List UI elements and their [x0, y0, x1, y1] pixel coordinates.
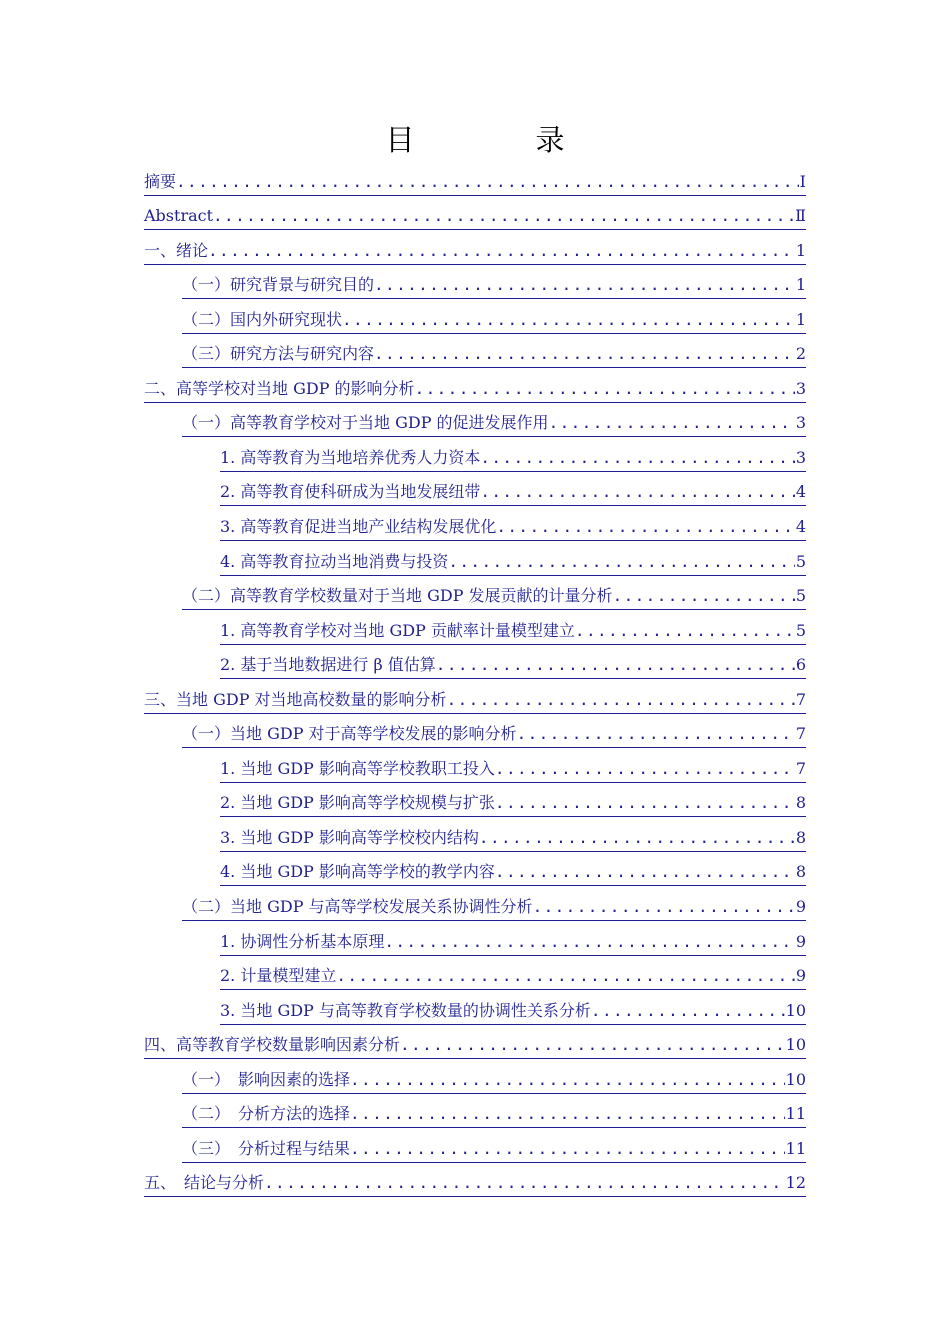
- toc-entry-section-3-2[interactable]: [182, 886, 806, 921]
- toc-entry-label: 一、绪论: [144, 240, 209, 260]
- toc-dot-leader: [533, 897, 795, 917]
- toc-entry-chapter-1[interactable]: [144, 230, 806, 265]
- toc-page-number: 5: [795, 620, 806, 640]
- toc-page-number: 3: [795, 378, 806, 398]
- toc-entry-label: 4. 当地 GDP 影响高等学校的教学内容: [220, 862, 495, 882]
- toc-page-number: 11: [785, 1138, 806, 1158]
- toc-page-number: 5: [795, 551, 806, 571]
- toc-entry-subsection-3-2-1[interactable]: [220, 921, 806, 956]
- toc-page-number: 3: [795, 447, 806, 467]
- page-title: 目 录: [385, 123, 611, 157]
- toc-entry-chapter-3[interactable]: [144, 679, 806, 714]
- toc-entry-subsection-2-1-1[interactable]: [220, 437, 806, 472]
- toc-entry-chapter-2[interactable]: [144, 368, 806, 403]
- toc-dot-leader: [495, 759, 795, 779]
- toc-page-number: 9: [795, 897, 806, 917]
- toc-dot-leader: [176, 172, 799, 192]
- toc-entry-chapter-5[interactable]: [144, 1163, 806, 1198]
- toc-dot-leader: [496, 517, 794, 537]
- toc-dot-leader: [479, 828, 795, 848]
- toc-dot-leader: [613, 586, 795, 606]
- toc-entry-label: （一）当地 GDP 对于高等学校发展的影响分析: [182, 724, 517, 744]
- toc-entry-section-4-1[interactable]: [182, 1059, 806, 1094]
- toc-dot-leader: [264, 1173, 785, 1193]
- toc-page-number: 7: [795, 724, 806, 744]
- toc-page-number: 9: [795, 966, 806, 986]
- toc-entry-subsection-3-2-3[interactable]: [220, 990, 806, 1025]
- toc-entry-label: 2. 基于当地数据进行 β 值估算: [220, 655, 436, 675]
- toc-page-number: 1: [795, 240, 806, 260]
- toc-page-number: 4: [795, 482, 806, 502]
- toc-page-number: Ⅱ: [795, 206, 806, 226]
- toc-page-number: 1: [795, 309, 806, 329]
- toc-entry-chapter-4[interactable]: [144, 1025, 806, 1060]
- toc-page-number: Ⅰ: [799, 171, 806, 191]
- toc-entry-abstract-en[interactable]: [144, 196, 806, 231]
- toc-entry-label: （二）当地 GDP 与高等学校发展关系协调性分析: [182, 897, 533, 917]
- toc-entry-section-2-1[interactable]: [182, 403, 806, 438]
- toc-dot-leader: [436, 655, 795, 675]
- toc-entry-label: （一）高等教育学校对于当地 GDP 的促进发展作用: [182, 413, 549, 433]
- toc-dot-leader: [495, 793, 795, 813]
- toc-dot-leader: [480, 448, 794, 468]
- toc-entry-section-1-1[interactable]: [182, 265, 806, 300]
- toc-entry-subsection-2-1-2[interactable]: [220, 472, 806, 507]
- toc-entry-label: 3. 高等教育促进当地产业结构发展优化: [220, 517, 497, 537]
- toc-entry-section-1-2[interactable]: [182, 299, 806, 334]
- toc-dot-leader: [447, 690, 795, 710]
- toc-entry-section-1-3[interactable]: [182, 334, 806, 369]
- toc-entry-label: 3. 当地 GDP 影响高等学校校内结构: [220, 827, 479, 847]
- toc-entry-subsection-3-1-3[interactable]: [220, 817, 806, 852]
- toc-entry-label: 四、高等教育学校数量影响因素分析: [144, 1035, 401, 1055]
- toc-page-number: 5: [795, 586, 806, 606]
- toc-entry-label: 4. 高等教育拉动当地消费与投资: [220, 551, 449, 571]
- toc-entry-subsection-3-2-2[interactable]: [220, 956, 806, 991]
- toc-dot-leader: [448, 552, 794, 572]
- toc-entry-subsection-2-2-1[interactable]: [220, 610, 806, 645]
- toc-page-number: 10: [785, 1035, 806, 1055]
- toc-dot-leader: [517, 724, 795, 744]
- toc-dot-leader: [575, 621, 795, 641]
- toc-entry-section-2-2[interactable]: [182, 576, 806, 611]
- toc-entry-section-4-2[interactable]: [182, 1094, 806, 1129]
- toc-entry-label: （一）研究背景与研究目的: [182, 275, 375, 295]
- toc-page-number: 7: [795, 758, 806, 778]
- toc-entry-subsection-2-1-3[interactable]: [220, 506, 806, 541]
- toc-entry-label: （二）高等教育学校数量对于当地 GDP 发展贡献的计量分析: [182, 586, 613, 606]
- toc-dot-leader: [480, 482, 794, 502]
- toc-entry-subsection-3-1-2[interactable]: [220, 783, 806, 818]
- toc-dot-leader: [591, 1001, 785, 1021]
- toc-page-number: 10: [785, 1069, 806, 1089]
- toc-dot-leader: [495, 862, 795, 882]
- toc-entry-label: （二） 分析方法的选择: [182, 1104, 351, 1124]
- toc-dot-leader: [400, 1035, 785, 1055]
- toc-entry-section-4-3[interactable]: [182, 1128, 806, 1163]
- toc-entry-label: （三） 分析过程与结果: [182, 1138, 351, 1158]
- toc-entry-label: 1. 高等教育为当地培养优秀人力资本: [220, 447, 481, 467]
- toc-entry-label: 1. 协调性分析基本原理: [220, 931, 385, 951]
- toc-page-number: 8: [795, 793, 806, 813]
- toc-entry-label: 2. 计量模型建立: [220, 966, 337, 986]
- toc-dot-leader: [350, 1070, 785, 1090]
- toc-dot-leader: [213, 206, 794, 226]
- toc-page-number: 12: [785, 1173, 806, 1193]
- toc-entry-label: （三）研究方法与研究内容: [182, 344, 375, 364]
- toc-entry-label: （二）国内外研究现状: [182, 309, 343, 329]
- toc-entry-label: 2. 高等教育使科研成为当地发展纽带: [220, 482, 481, 502]
- toc-entry-subsection-3-1-4[interactable]: [220, 852, 806, 887]
- toc-entry-label: 1. 高等教育学校对当地 GDP 贡献率计量模型建立: [220, 620, 575, 640]
- toc-dot-leader: [384, 932, 794, 952]
- toc-page-number: 4: [795, 517, 806, 537]
- toc-page-number: 2: [795, 344, 806, 364]
- toc-page-number: 1: [795, 275, 806, 295]
- toc-dot-leader: [374, 275, 795, 295]
- toc-entry-label: （一） 影响因素的选择: [182, 1069, 351, 1089]
- toc-dot-leader: [342, 310, 795, 330]
- toc-entry-label: 摘要: [144, 171, 177, 191]
- toc-page-number: 7: [795, 689, 806, 709]
- toc-dot-leader: [350, 1139, 785, 1159]
- toc-entry-label: 五、 结论与分析: [144, 1173, 265, 1193]
- toc-dot-leader: [374, 344, 795, 364]
- toc-page-number: 8: [795, 827, 806, 847]
- toc-entry-label: 2. 当地 GDP 影响高等学校规模与扩张: [220, 793, 495, 813]
- toc-page-number: 10: [785, 1000, 806, 1020]
- toc-page-number: 3: [795, 413, 806, 433]
- toc-dot-leader: [208, 241, 795, 261]
- toc-page-number: 9: [795, 931, 806, 951]
- toc-entry-abstract-cn[interactable]: [144, 161, 806, 196]
- toc-entry-label: Abstract: [144, 206, 214, 226]
- table-of-contents: [144, 161, 806, 1197]
- toc-dot-leader: [350, 1104, 785, 1124]
- toc-entry-subsection-3-1-1[interactable]: [220, 748, 806, 783]
- toc-dot-leader: [549, 413, 795, 433]
- toc-entry-label: 三、当地 GDP 对当地高校数量的影响分析: [144, 689, 447, 709]
- toc-entry-label: 二、高等学校对当地 GDP 的影响分析: [144, 378, 415, 398]
- toc-entry-label: 1. 当地 GDP 影响高等学校教职工投入: [220, 758, 495, 778]
- toc-page-number: 6: [795, 655, 806, 675]
- toc-entry-section-3-1[interactable]: [182, 714, 806, 749]
- toc-entry-subsection-2-1-4[interactable]: [220, 541, 806, 576]
- toc-dot-leader: [415, 379, 795, 399]
- toc-page-number: 8: [795, 862, 806, 882]
- toc-dot-leader: [336, 966, 794, 986]
- toc-entry-subsection-2-2-2[interactable]: [220, 645, 806, 680]
- toc-page-number: 11: [785, 1104, 806, 1124]
- toc-entry-label: 3. 当地 GDP 与高等教育学校数量的协调性关系分析: [220, 1000, 591, 1020]
